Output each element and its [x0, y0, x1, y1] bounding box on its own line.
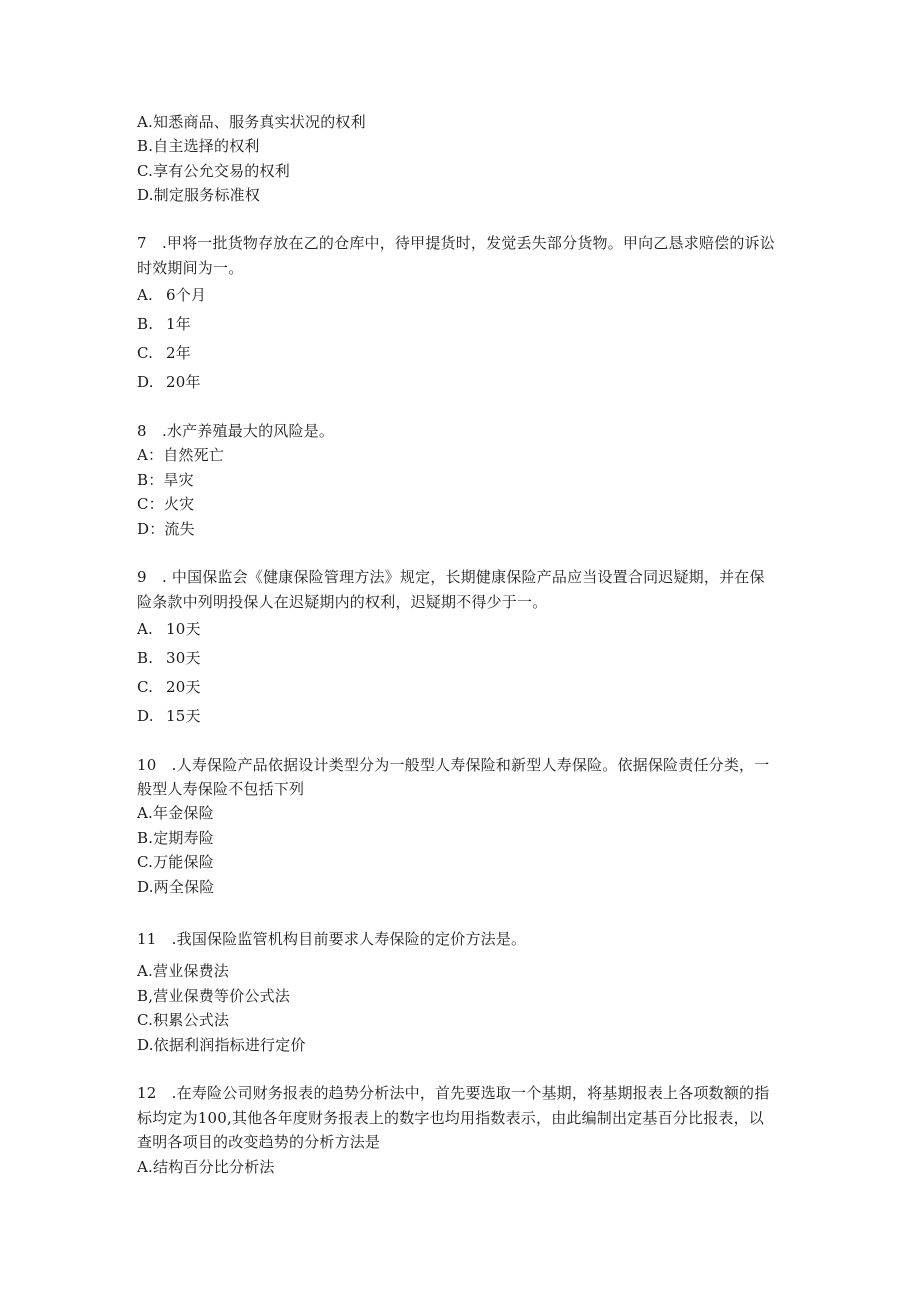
q12-stem-line2: 标均定为100,其他各年度财务报表上的数字也均用指数表示，由此编制出定基百分比报表，以: [137, 1109, 765, 1127]
option-key: D.: [137, 707, 154, 725]
q10-option-c: C.万能保险: [137, 853, 214, 871]
q11-option-c: C.积累公式法: [137, 1011, 230, 1029]
q10-stem-line2: 般型人寿保险不包括下列: [137, 780, 305, 798]
q7-option-d: [137, 372, 201, 392]
q6-option-c: C.享有公允交易的权利: [137, 162, 290, 180]
option-key: A.: [137, 620, 154, 638]
option-key: D.: [137, 373, 154, 391]
q6-option-d: D.制定服务标准权: [137, 186, 261, 204]
option-text: 1年: [166, 315, 191, 333]
q7-stem-line2: 时效期间为一。: [137, 259, 244, 277]
q8-option-a: A：自然死亡: [137, 446, 225, 464]
option-text: 15天: [166, 707, 201, 725]
q9-option-b: [137, 648, 201, 668]
option-text: 30天: [166, 649, 201, 667]
q6-option-a: A.知悉商品、服务真实状况的权利: [137, 113, 366, 131]
q11-option-d: D.依据利润指标进行定价: [137, 1036, 306, 1054]
q11-stem: 11 .我国保险监管机构目前要求人寿保险的定价方法是。: [137, 930, 527, 948]
q9-option-c: [137, 677, 201, 697]
option-text: 2年: [166, 344, 191, 362]
q10-option-d: D.两全保险: [137, 878, 215, 896]
q7-option-a: [137, 285, 206, 305]
q9-stem-line2: 险条款中列明投保人在迟疑期内的权利，迟疑期不得少于一。: [137, 593, 548, 611]
option-text: 20天: [166, 678, 201, 696]
option-text: 6个月: [166, 286, 207, 304]
q8-stem: 8 .水产养殖最大的风险是。: [137, 422, 335, 440]
q8-option-c: C：火灾: [137, 495, 195, 513]
option-key: A.: [137, 286, 154, 304]
q7-option-c: [137, 343, 191, 363]
q11-option-a: A.营业保费法: [137, 962, 230, 980]
option-text: 20年: [166, 373, 201, 391]
q10-stem-line1: 10 .人寿保险产品依据设计类型分为一般型人寿保险和新型人寿保险。依据保险责任分类，一: [137, 756, 770, 774]
q6-option-b: B.自主选择的权利: [137, 137, 260, 155]
q11-option-b: B,营业保费等价公式法: [137, 987, 290, 1005]
q9-option-a: [137, 619, 201, 639]
option-text: 10天: [166, 620, 201, 638]
q7-option-b: [137, 314, 191, 334]
q9-option-d: [137, 706, 201, 726]
option-key: B.: [137, 315, 154, 333]
option-key: B.: [137, 649, 154, 667]
q10-option-b: B.定期寿险: [137, 829, 214, 847]
q9-stem-line1: 9 . 中国保监会《健康保险管理方法》规定，长期健康保险产品应当设置合同迟疑期，并在保: [137, 568, 765, 586]
q8-option-b: B：旱灾: [137, 471, 194, 489]
option-key: C.: [137, 344, 154, 362]
q12-option-a: A.结构百分比分析法: [137, 1158, 275, 1176]
q7-stem-line1: 7 .甲将一批货物存放在乙的仓库中，待甲提货时，发觉丢失部分货物。甲向乙恳求赔偿的诉讼: [137, 234, 775, 252]
option-key: C.: [137, 678, 154, 696]
q12-stem-line1: 12 .在寿险公司财务报表的趋势分析法中，首先要选取一个基期，将基期报表上各项数额的指: [137, 1084, 770, 1102]
q10-option-a: A.年金保险: [137, 804, 214, 822]
q12-stem-line3: 查明各项目的改变趋势的分析方法是: [137, 1133, 381, 1151]
q8-option-d: D：流失: [137, 520, 195, 538]
